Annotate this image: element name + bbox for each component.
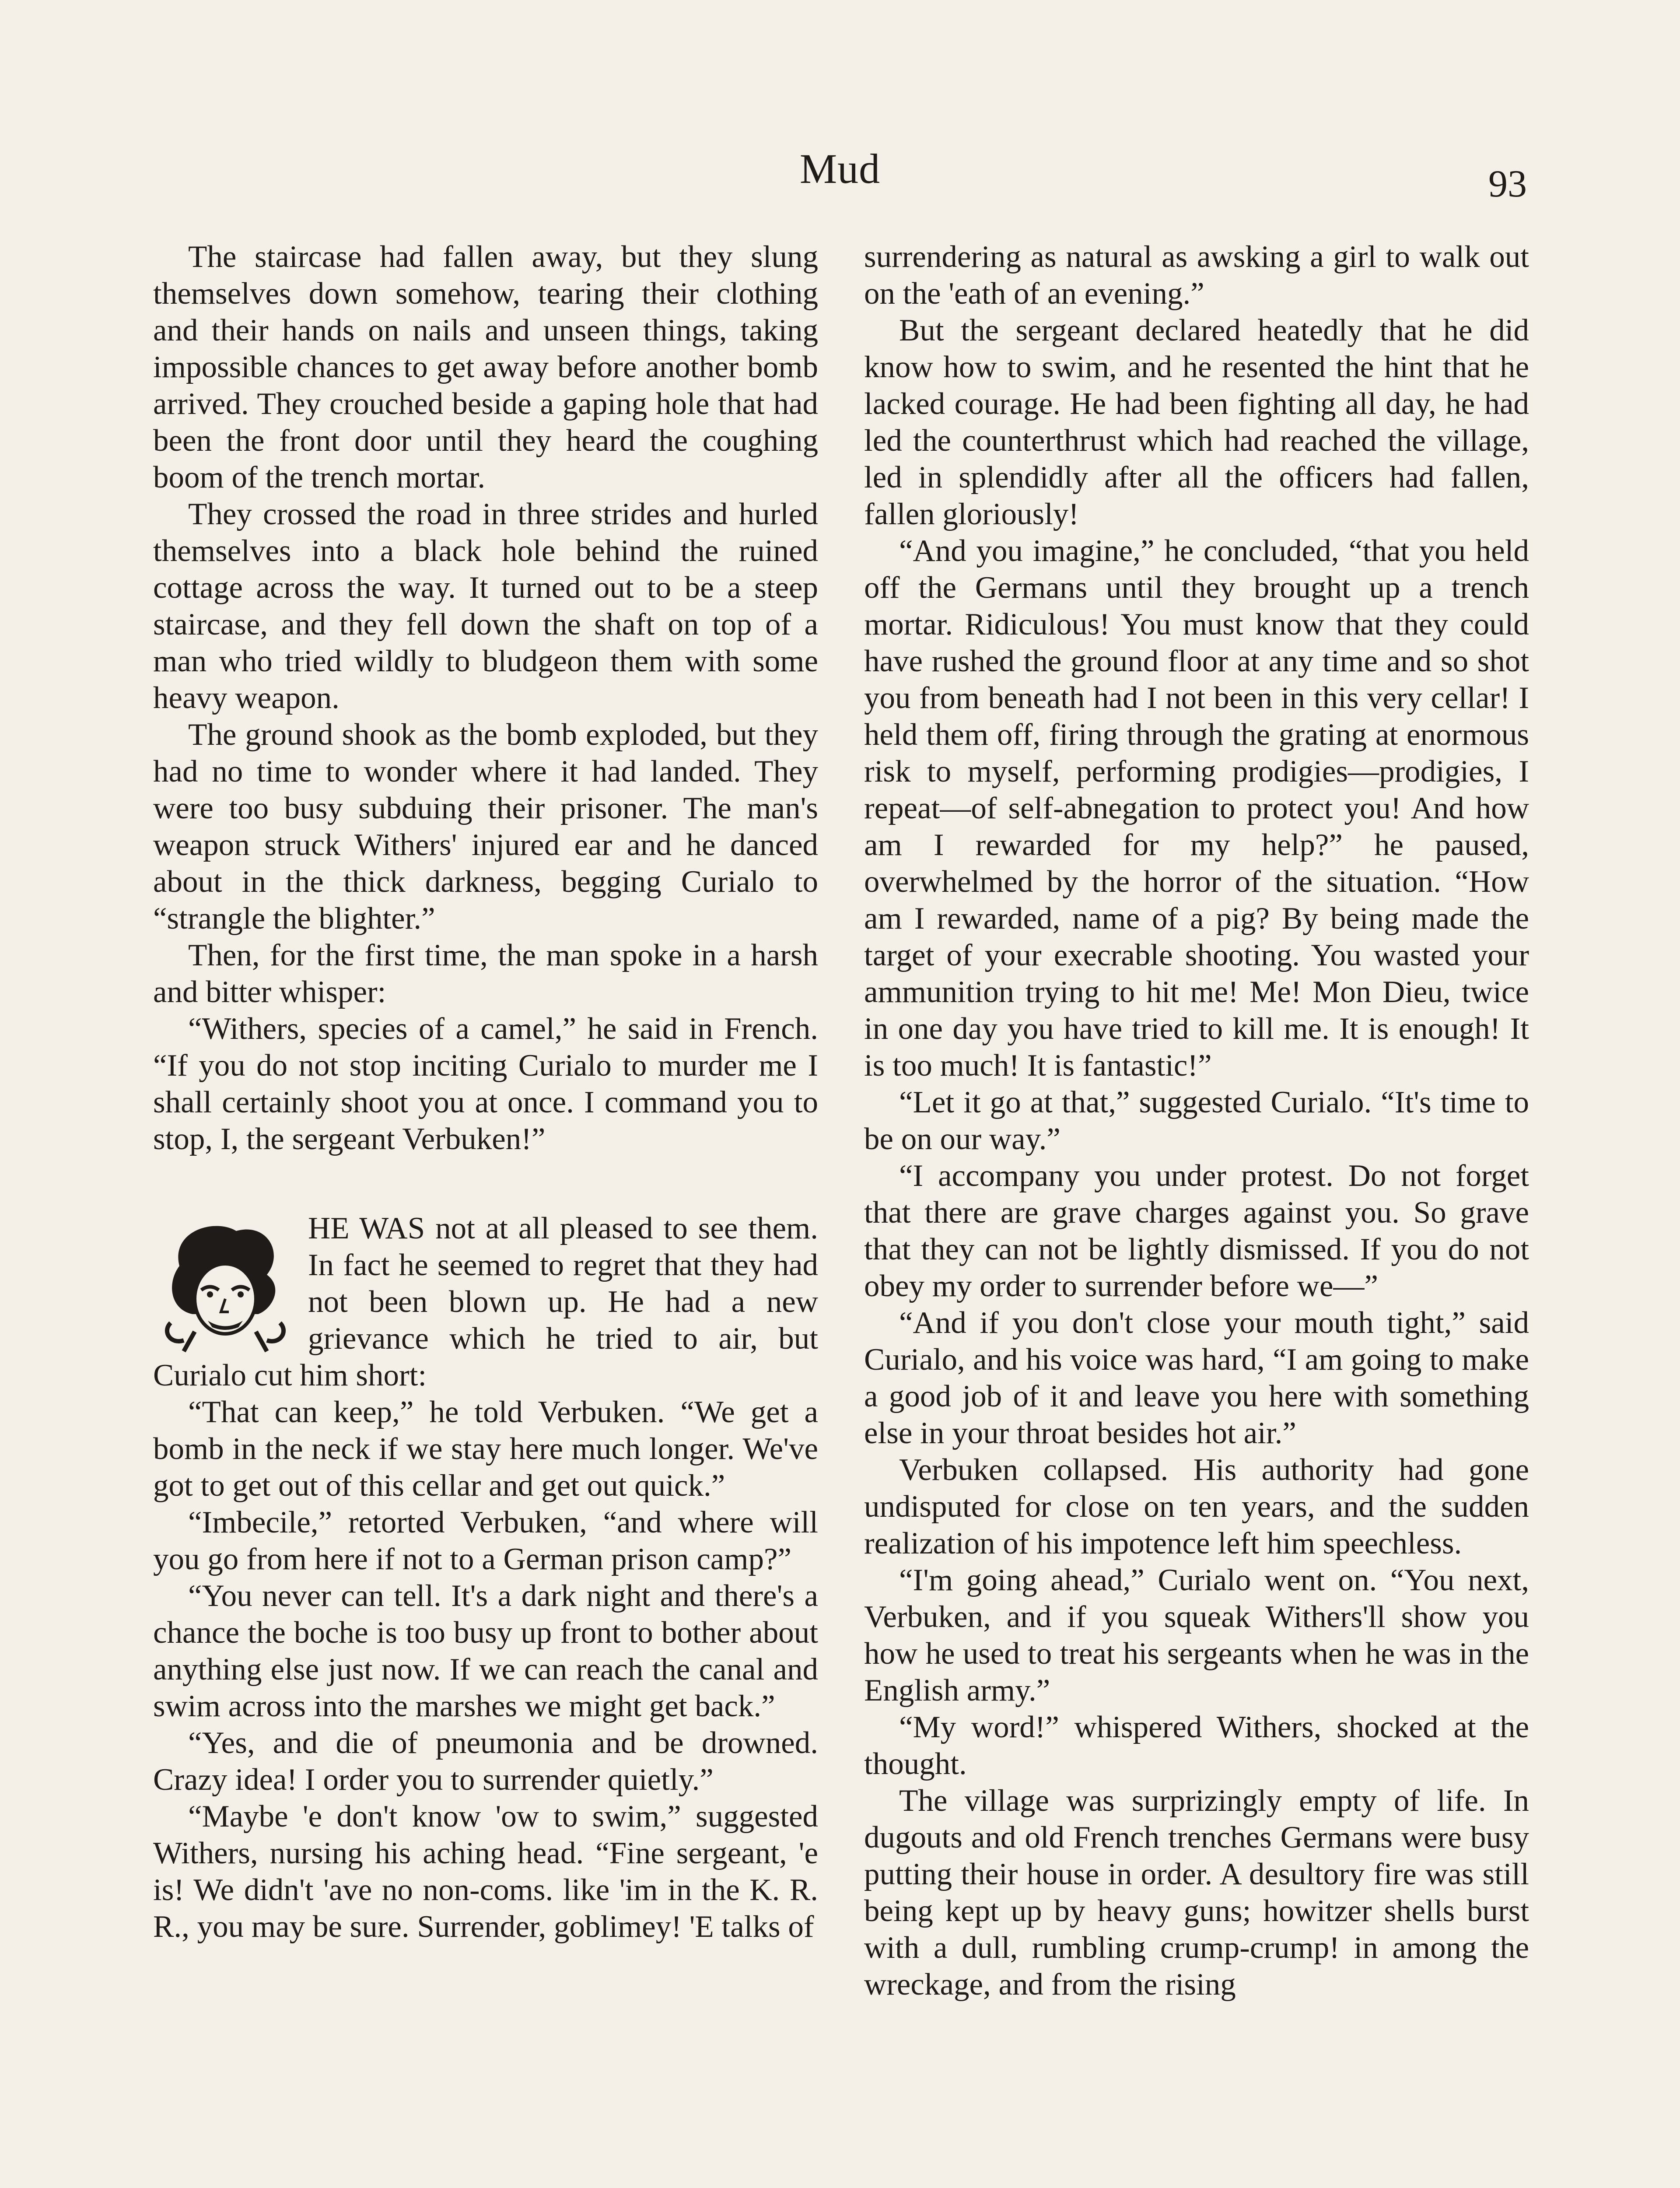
paragraph: “I'm going ahead,” Curialo went on. “You next, Verbuken, and if you squeak Withers'll show you how he used to treat his sergeants when he was in the English army.”	[864, 1563, 1529, 1708]
paragraph: “Imbecile,” retorted Verbuken, “and where will you go from here if not to a German prison camp?”	[153, 1505, 818, 1576]
paragraph: surrendering as natural as awsking a girl to walk out on the 'eath of an evening.”	[864, 240, 1529, 311]
paragraph: The village was surprizingly empty of life. In dugouts and old French trenches Germans were busy putting their house in order. A desultory fire was still being kept up by heavy guns; howitzer shells burst with a dull, rumbling crump-crump! in among the wreckage, and from the rising	[864, 1784, 1529, 2002]
paragraph: “And if you don't close your mouth tight,” said Curialo, and his voice was hard, “I am going to make a good job of it and leave you here with something else in your throat besides hot air.”	[864, 1306, 1529, 1450]
paragraph: “Yes, and die of pneumonia and be drowned. Crazy idea! I order you to surrender quietly.”	[153, 1726, 818, 1797]
paragraph: “Maybe 'e don't know 'ow to swim,” suggested Withers, nursing his aching head. “Fine sergeant, 'e is! We didn't 'ave no non-coms. like 'im in the K. R. R., you may be sure. Surrender, goblimey! 'E talks of	[153, 1799, 818, 1944]
right-column	[864, 238, 1529, 2003]
paragraph: “I accompany you under protest. Do not forget that there are grave charges against you. So grave that they can not be lightly dismissed. If you do not obey my order to surrender before we—”	[864, 1159, 1529, 1303]
paragraph: They crossed the road in three strides and hurled themselves into a black hole behind the ruined cottage across the way. It turned out to be a steep staircase, and they fell down the shaft on top of a man who tried wildly to bludgeon them with some heavy weapon.	[153, 497, 818, 715]
section-break	[153, 1157, 818, 1210]
paragraph: “Withers, species of a camel,” he said in French. “If you do not stop inciting Curialo to murder me I shall certainly shoot you at once. I command you to stop, I, the sergeant Verbuken!”	[153, 1012, 818, 1156]
paragraph: “My word!” whispered Withers, shocked at the thought.	[864, 1710, 1529, 1781]
left-column	[153, 238, 818, 1945]
page-number: 93	[1488, 163, 1527, 205]
paragraph: But the sergeant declared heatedly that he did know how to swim, and he resented the hint that he lacked courage. He had been fighting all day, he had led the counterthrust which had reached the village, led in splendidly after all the officers had fallen, fallen gloriously!	[864, 313, 1529, 531]
running-title: Mud	[799, 145, 881, 192]
paragraph: “You never can tell. It's a dark night and there's a chance the boche is too busy up front to bother about anything else just now. If we can reach the canal and swim across into the marshes we might get back.”	[153, 1579, 818, 1723]
paragraph: “That can keep,” he told Verbuken. “We get a bomb in the neck if we stay here much longer. We've got to get out of this cellar and get out quick.”	[153, 1395, 818, 1503]
portrait-vignette-icon	[153, 1213, 298, 1353]
paragraph: The ground shook as the bomb exploded, but they had no time to wonder where it had landed. They were too busy subduing their prisoner. The man's weapon struck Withers' injured ear and he danced about in the thick darkness, begging Curialo to “strangle the blighter.”	[153, 718, 818, 936]
paragraph: “Let it go at that,” suggested Curialo. “It's time to be on our way.”	[864, 1085, 1529, 1156]
paragraph: Then, for the first time, the man spoke in a harsh and bitter whisper:	[153, 938, 818, 1009]
paragraph: Verbuken collapsed. His authority had gone undisputed for close on ten years, and the sudden realization of his impotence left him speechless.	[864, 1453, 1529, 1560]
paragraph: The staircase had fallen away, but they slung themselves down somehow, tearing their clothing and their hands on nails and unseen things, taking impossible chances to get away before another bomb arrived. They crouched beside a gaping hole that had been the front door until they heard the coughing boom of the trench mortar.	[153, 240, 818, 494]
paragraph: “And you imagine,” he concluded, “that you held off the Germans until they brought up a trench mortar. Ridiculous! You must know that they could have rushed the ground floor at any time and so shot you from beneath had I not been in this very cellar! I held them off, firing through the grating at enormous risk to myself, performing prodigies—prodigies, I repeat—of self-abnegation to protect you! And how am I rewarded for my help?” he paused, overwhelmed by the horror of the situation. “How am I rewarded, name of a pig? By being made the target of your execrable shooting. You wasted your ammunition trying to hit me! Me! Mon Dieu, twice in one day you have tried to kill me. It is enough! It is too much! It is fantastic!”	[864, 534, 1529, 1083]
illustrated-paragraph	[153, 1210, 818, 1394]
paragraph: HE WAS not at all pleased to see them. In fact he seemed to regret that they had not been blown up. He had a new grievance which he tried to air, but Curialo cut him short:	[153, 1211, 818, 1392]
